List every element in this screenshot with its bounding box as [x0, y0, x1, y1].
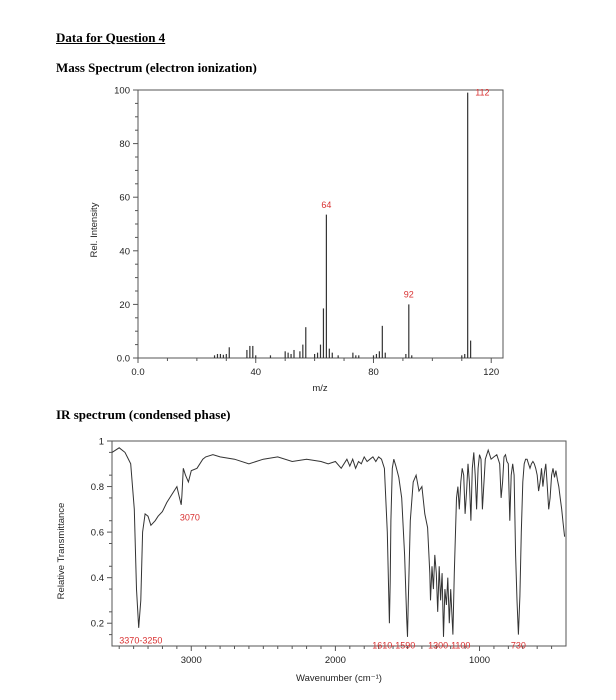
ir-band-annotation: 1610-1590 [372, 640, 416, 651]
ms-ytick-label: 80 [119, 139, 130, 151]
ms-ytick-label: 60 [119, 192, 130, 204]
ms-peak-annotation: 92 [403, 289, 414, 300]
ms-ytick-label: 40 [119, 246, 130, 258]
ir-band-annotation: 3370-3250 [119, 635, 163, 646]
ir-band-annotation: 730 [510, 640, 526, 651]
mass-spectrum-heading: Mass Spectrum (electron ionization) [56, 60, 257, 75]
question-title: Data for Question 4 [56, 30, 166, 45]
ir-ytick-label: 1 [98, 436, 104, 448]
ir-ytick-label: 0.2 [90, 618, 104, 630]
ms-ylabel: Rel. Intensity [89, 202, 100, 258]
ms-plot-frame [138, 90, 503, 358]
ir-ytick-label: 0.4 [90, 573, 104, 585]
ms-ytick-label: 100 [114, 85, 130, 97]
ir-xtick-label: 2000 [324, 655, 346, 666]
ms-peak-annotation: 112 [475, 87, 490, 98]
ms-xtick-label: 0.0 [131, 367, 145, 378]
ms-xtick-label: 40 [250, 367, 262, 378]
ir-ytick-label: 0.8 [90, 482, 104, 494]
ms-ytick-label: 0.0 [116, 353, 130, 365]
ir-band-annotation: 1300-1100 [428, 640, 471, 651]
ir-ytick-label: 0.6 [90, 527, 104, 539]
ms-ytick-label: 20 [119, 299, 130, 311]
ir-ylabel: Relative Transmittance [56, 502, 67, 600]
ir-band-annotation: 3070 [179, 512, 200, 523]
ms-xlabel: m/z [312, 383, 328, 394]
ir-xtick-label: 3000 [180, 655, 202, 666]
ir-xlabel: Wavenumber (cm⁻¹) [296, 673, 382, 684]
ir-spectrum-heading: IR spectrum (condensed phase) [56, 407, 231, 422]
ms-peak-annotation: 64 [321, 199, 332, 210]
ms-xtick-label: 80 [368, 367, 379, 378]
ir-xtick-label: 1000 [468, 655, 491, 666]
ms-xtick-label: 120 [483, 367, 500, 378]
